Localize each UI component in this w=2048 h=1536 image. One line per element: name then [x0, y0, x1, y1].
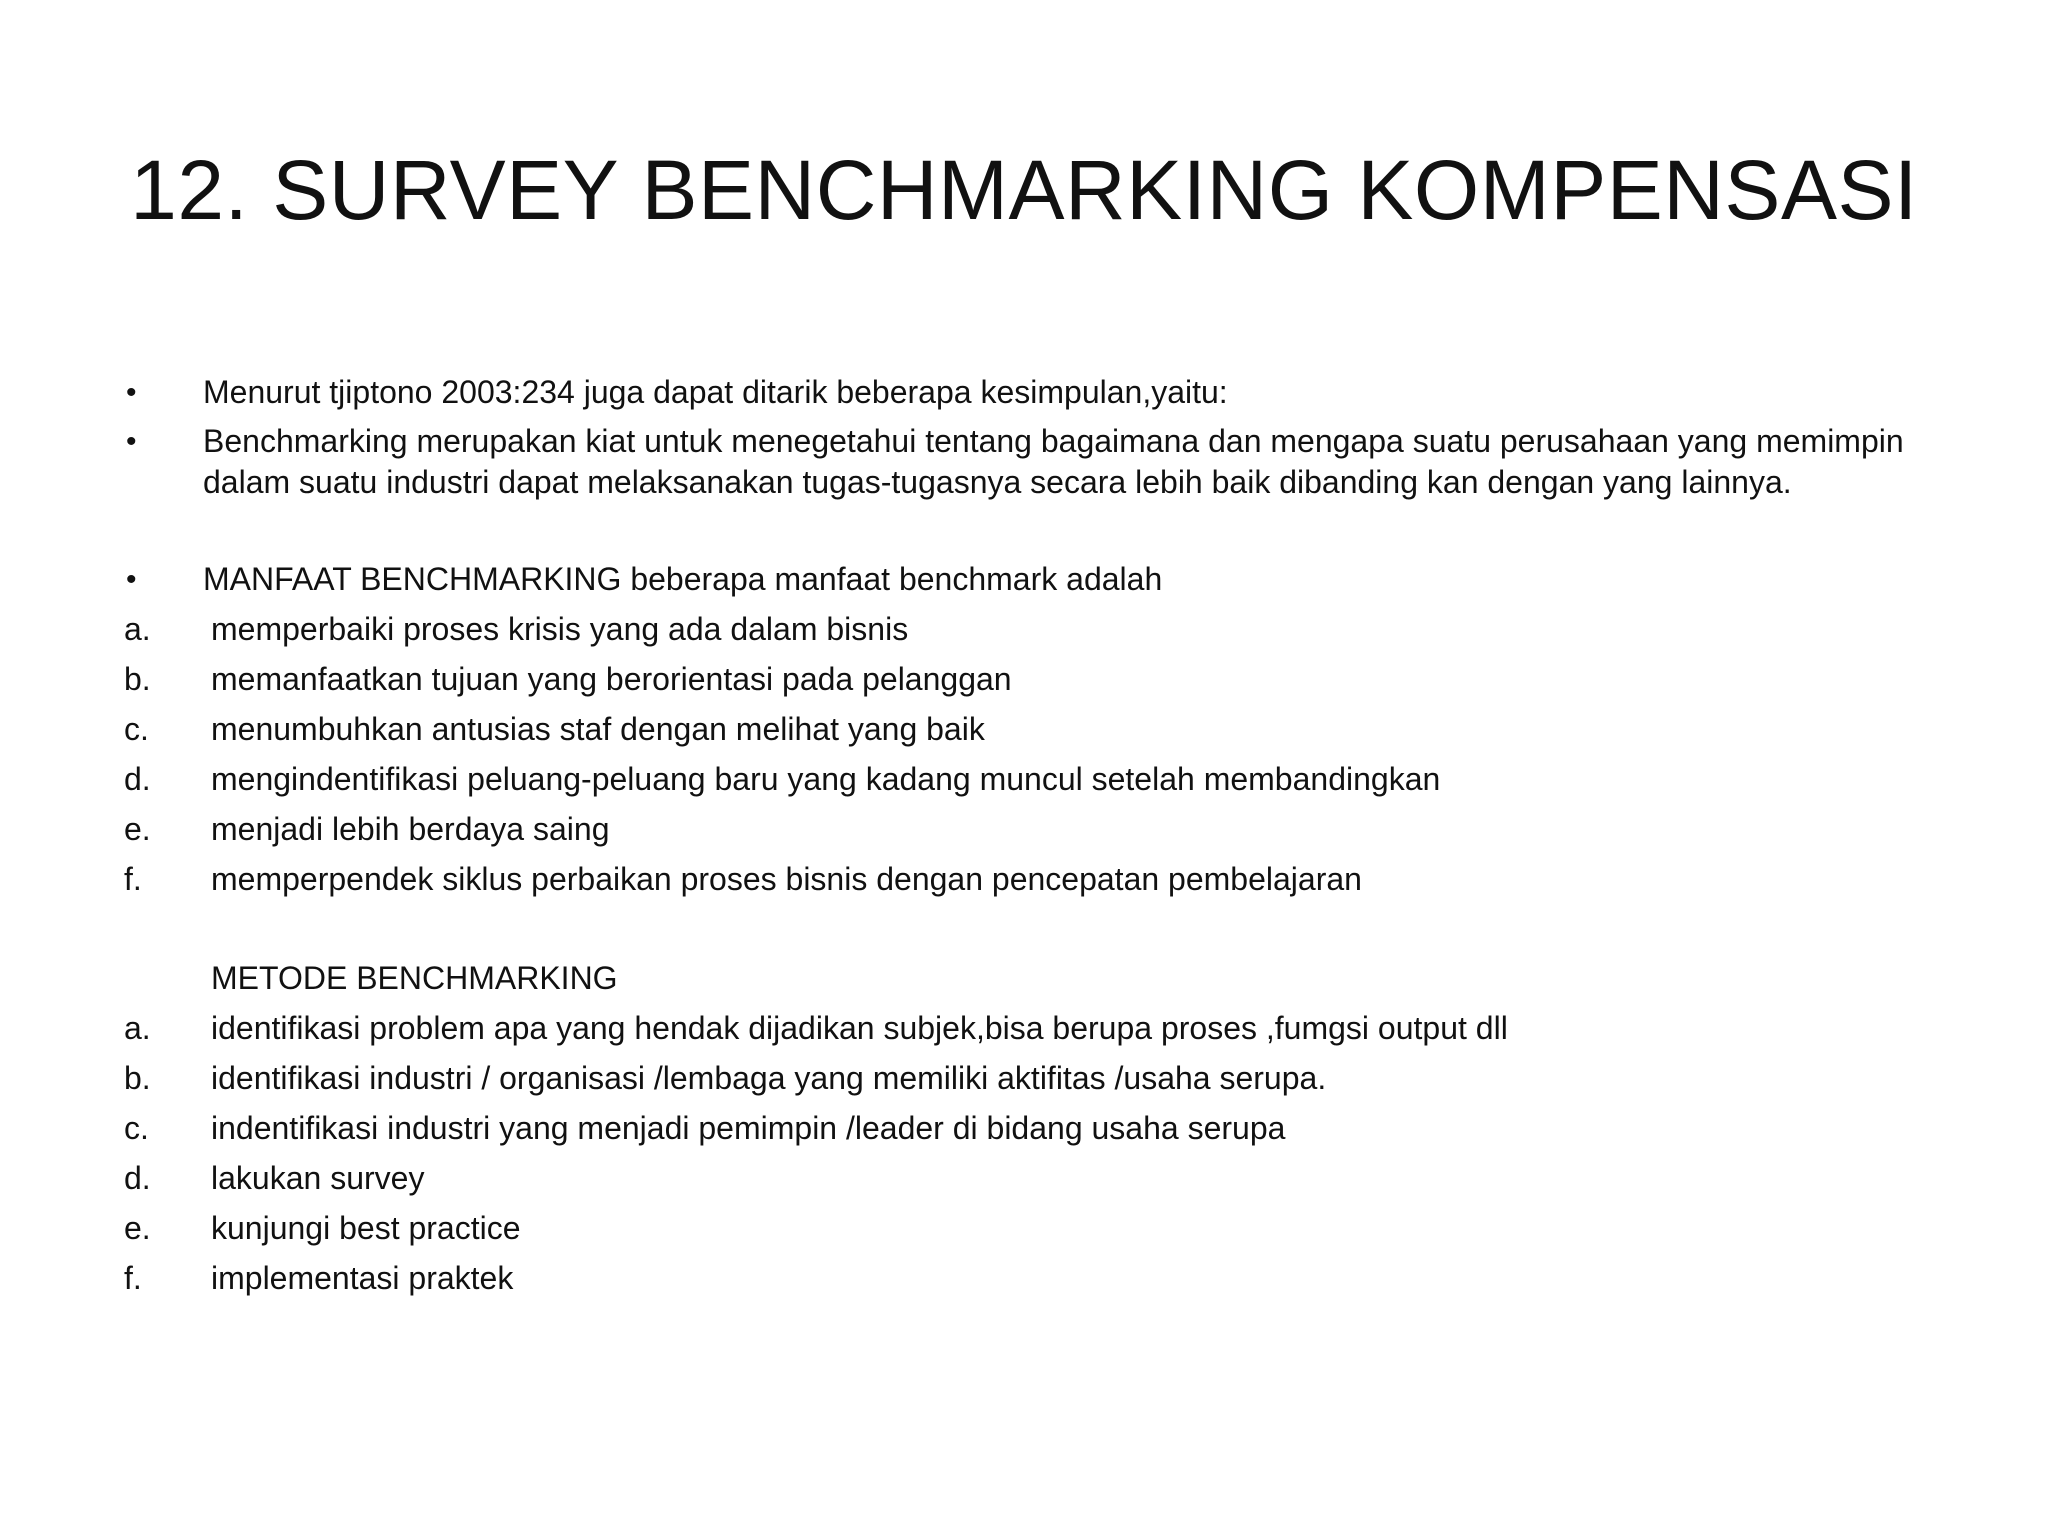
list-marker: b.: [124, 1060, 151, 1096]
list-marker: e.: [124, 811, 151, 847]
list-text: memanfaatkan tujuan yang berorientasi pada pelanggan: [211, 661, 1012, 697]
bullet-item: [122, 559, 1922, 600]
list-text: implementasi praktek: [211, 1260, 514, 1296]
metode-item: [122, 1208, 1922, 1249]
bullet-text: MANFAAT BENCHMARKING beberapa manfaat benchmark adalah: [203, 561, 1163, 597]
manfaat-item: [122, 659, 1922, 700]
metode-item: [122, 1008, 1922, 1049]
metode-heading: [122, 958, 1922, 999]
bullet-marker: •: [126, 425, 137, 458]
list-marker: b.: [124, 661, 151, 697]
bullet-text: Menurut tjiptono 2003:234 juga dapat ditarik beberapa kesimpulan,yaitu:: [203, 374, 1228, 410]
bullet-text: Benchmarking merupakan kiat untuk menegetahui tentang bagaimana dan mengapa suatu perusahaan yang memimpin dalam suatu industri dapat melaksanakan tugas-tugasnya secara lebih baik dibanding kan dengan yang lainnya.: [203, 423, 1904, 500]
list-text: mengindentifikasi peluang-peluang baru yang kadang muncul setelah membandingkan: [211, 761, 1441, 797]
list-marker: d.: [124, 1160, 151, 1196]
manfaat-item: [122, 609, 1922, 650]
list-marker: f.: [124, 1260, 142, 1296]
list-text: memperpendek siklus perbaikan proses bisnis dengan pencepatan pembelajaran: [211, 861, 1362, 897]
list-marker: e.: [124, 1210, 151, 1246]
list-text: lakukan survey: [211, 1160, 425, 1196]
list-text: kunjungi best practice: [211, 1210, 521, 1246]
metode-item: [122, 1158, 1922, 1199]
list-text: menumbuhkan antusias staf dengan melihat yang baik: [211, 711, 985, 747]
list-marker: a.: [124, 611, 151, 647]
manfaat-item: [122, 809, 1922, 850]
list-text: identifikasi problem apa yang hendak dijadikan subjek,bisa berupa proses ,fumgsi output dll: [211, 1010, 1508, 1046]
metode-item: [122, 1058, 1922, 1099]
list-text: memperbaiki proses krisis yang ada dalam bisnis: [211, 611, 909, 647]
manfaat-item: [122, 859, 1922, 900]
metode-item: [122, 1258, 1922, 1299]
list-marker: c.: [124, 711, 149, 747]
list-text: identifikasi industri / organisasi /lembaga yang memiliki aktifitas /usaha serupa.: [211, 1060, 1327, 1096]
list-text: indentifikasi industri yang menjadi pemimpin /leader di bidang usaha serupa: [211, 1110, 1286, 1146]
section-heading: METODE BENCHMARKING: [211, 960, 618, 996]
list-marker: f.: [124, 861, 142, 897]
bullet-marker: •: [126, 376, 137, 409]
bullet-marker: •: [126, 563, 137, 596]
slide-body: [122, 372, 1922, 1299]
manfaat-item: [122, 709, 1922, 750]
metode-item: [122, 1108, 1922, 1149]
list-marker: a.: [124, 1010, 151, 1046]
slide-title: 12. SURVEY BENCHMARKING KOMPENSASI: [130, 143, 1918, 237]
manfaat-item: [122, 759, 1922, 800]
bullet-item: [122, 372, 1922, 413]
bullet-item: [122, 421, 1922, 503]
list-marker: c.: [124, 1110, 149, 1146]
list-text: menjadi lebih berdaya saing: [211, 811, 610, 847]
list-marker: d.: [124, 761, 151, 797]
